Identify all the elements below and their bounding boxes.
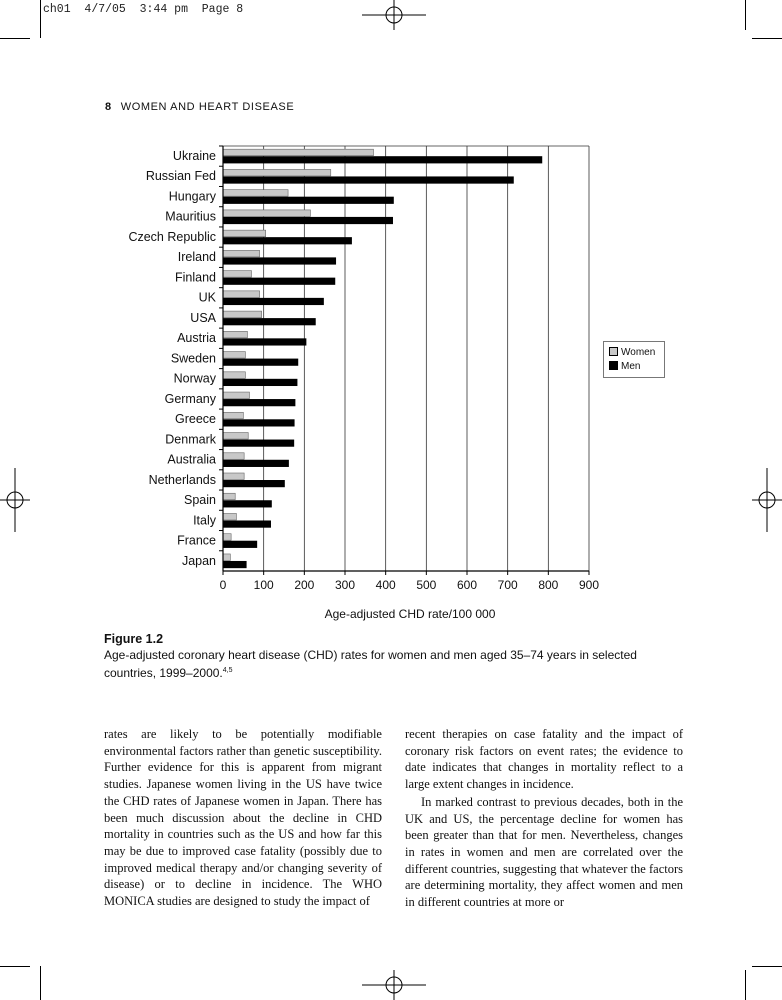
body-paragraph: rates are likely to be potentially modifiable environmental factors rather than genetic susceptibility. Further evidence for this is apparent from migrant studies. Japanese women living in the US have twice the CHD rates of Japanese women in Japan. There has been much discussion about the decline in CHD mortality in countries such as the US and how far this may be due to improved case fatality (possibly due to improved medical therapy and/or changing severity of disease) or to decline in incidence. The WHO MONICA studies are designed to study the impact of: [104, 727, 382, 909]
registration-mark-icon: [362, 970, 426, 1000]
category-label: Czech Republic: [128, 229, 216, 244]
slug-file: ch01: [43, 3, 71, 16]
bar-women: [223, 534, 231, 541]
x-tick-label: 700: [497, 578, 518, 592]
bar-men: [223, 257, 336, 264]
legend-item-men: [609, 360, 640, 373]
x-tick-label: 0: [219, 578, 227, 592]
category-label: Finland: [175, 270, 216, 285]
bar-women: [223, 473, 244, 480]
bar-women: [223, 493, 235, 500]
x-tick-label: 500: [416, 578, 437, 592]
bar-men: [223, 359, 298, 366]
bar-men: [223, 338, 306, 345]
bar-men: [223, 237, 352, 244]
slug-time: 3:44 pm: [139, 3, 188, 16]
category-label: Japan: [181, 553, 216, 568]
category-label: France: [177, 533, 216, 548]
bar-women: [223, 230, 266, 237]
bar-men: [223, 419, 295, 426]
bar-women: [223, 311, 262, 318]
running-head-title: WOMEN AND HEART DISEASE: [120, 101, 295, 113]
category-label: Germany: [164, 391, 216, 406]
bar-men: [223, 197, 394, 204]
bar-women: [223, 271, 251, 278]
x-tick-label: 900: [578, 578, 600, 592]
category-label: Greece: [175, 412, 216, 427]
slug-page: Page 8: [201, 3, 244, 16]
bar-women: [223, 210, 310, 217]
bar-men: [223, 520, 271, 527]
category-label: Ukraine: [172, 149, 216, 163]
caption-refs: 4,5: [222, 667, 233, 674]
x-tick-label: 300: [334, 578, 356, 592]
legend-swatch-women: [609, 347, 618, 356]
x-tick-label: 400: [375, 578, 396, 592]
legend-swatch-men: [609, 361, 618, 370]
category-label: Mauritius: [165, 209, 216, 224]
bar-women: [223, 331, 247, 338]
crop-mark: [752, 966, 782, 967]
category-label: UK: [198, 290, 216, 305]
bar-women: [223, 453, 244, 460]
bar-women: [223, 412, 243, 419]
body-right-column: [405, 726, 683, 911]
bar-women: [223, 352, 245, 359]
legend-label-men: Men: [621, 361, 641, 372]
bar-women: [223, 372, 245, 379]
legend-item-women: [609, 346, 655, 359]
bar-men: [223, 298, 324, 305]
body-paragraph: In marked contrast to previous decades, both in the UK and US, the percentage decline for women has been greater than that for men. Nevertheless, changes in rates in women and men are correlated over the different countries, suggesting that whatever the factors are determining mortality, they affect women and men in different countries at more or: [405, 794, 683, 910]
bar-men: [223, 480, 285, 487]
bar-women: [223, 554, 230, 561]
bar-men: [223, 440, 294, 447]
chart-legend: [603, 341, 665, 378]
x-tick-label: 800: [538, 578, 559, 592]
category-label: Norway: [173, 371, 216, 386]
bar-men: [223, 399, 295, 406]
x-tick-label: 200: [294, 578, 315, 592]
bar-men: [223, 217, 393, 224]
crop-mark: [40, 966, 41, 1000]
category-label: Ireland: [177, 250, 216, 265]
x-axis-title: Age-adjusted CHD rate/100 000: [324, 607, 496, 621]
bar-men: [223, 500, 272, 507]
caption-text: Age-adjusted coronary heart disease (CHD) rates for women and men aged 35–74 years in selected countries, 1999–2000.: [104, 648, 637, 680]
bar-men: [223, 379, 297, 386]
bar-women: [223, 250, 260, 257]
crop-mark: [0, 966, 30, 967]
figure-caption: [104, 631, 684, 681]
bar-men: [223, 278, 335, 285]
category-label: Netherlands: [148, 472, 216, 487]
category-label: Denmark: [165, 432, 216, 447]
bar-men: [223, 156, 542, 163]
bar-women: [223, 392, 249, 399]
x-tick-label: 100: [253, 578, 274, 592]
bar-men: [223, 318, 316, 325]
figure-label: Figure 1.2: [104, 632, 164, 646]
bar-men: [223, 541, 257, 548]
page-number: 8: [105, 101, 112, 113]
crop-mark: [745, 970, 746, 1000]
category-label: Hungary: [168, 189, 216, 204]
bar-women: [223, 291, 260, 298]
figure-caption-text: [104, 647, 684, 681]
bar-men: [223, 176, 514, 183]
category-label: Italy: [193, 513, 216, 528]
category-label: Sweden: [170, 351, 216, 366]
bar-women: [223, 190, 288, 197]
legend-label-women: Women: [621, 347, 656, 358]
category-label: Spain: [184, 493, 216, 508]
bar-women: [223, 513, 236, 520]
body-paragraph: recent therapies on case fatality and the impact of coronary risk factors on event rates; the evidence to date indicates that changes in mortality reflect to a large extent changes in incidence.: [405, 727, 683, 792]
x-tick-label: 600: [456, 578, 478, 592]
category-label: USA: [190, 310, 216, 325]
category-label: Russian Fed: [145, 169, 216, 184]
bar-men: [223, 460, 289, 467]
bar-women: [223, 433, 248, 440]
bar-women: [223, 169, 331, 176]
bar-women: [223, 149, 373, 156]
body-left-column: [104, 726, 382, 910]
bar-men: [223, 561, 247, 568]
category-label: Australia: [167, 452, 216, 467]
slug-date: 4/7/05: [84, 3, 126, 16]
category-label: Austria: [177, 331, 216, 346]
